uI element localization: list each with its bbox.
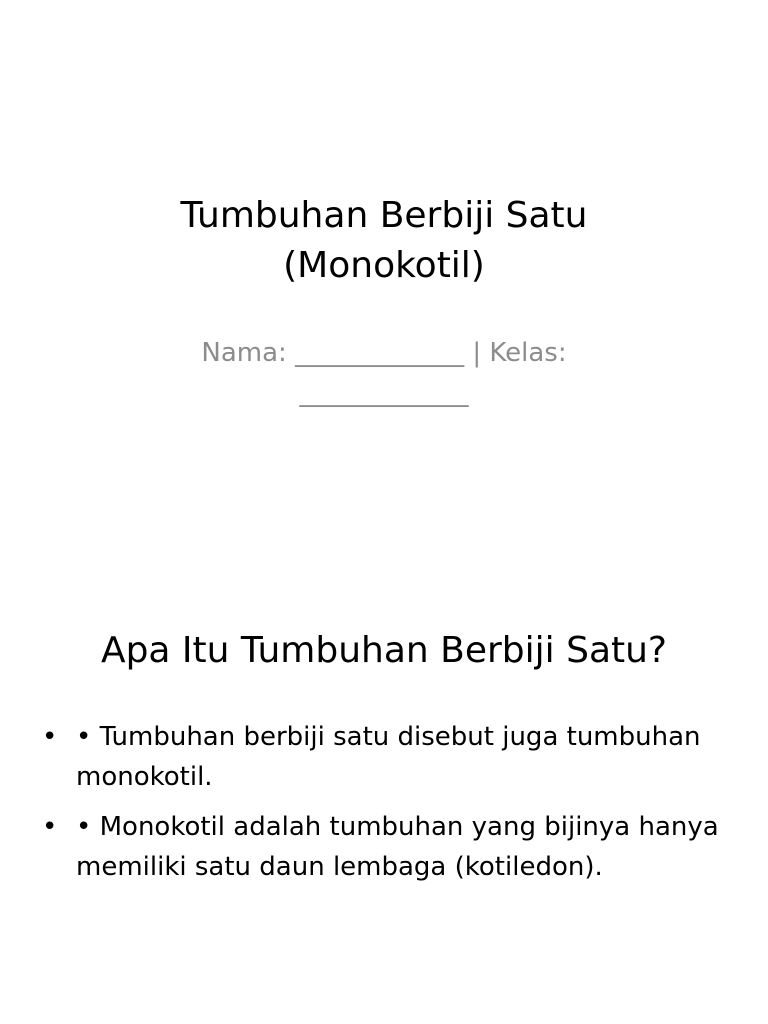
class-blank-line: _____________ [299, 378, 469, 408]
title-line-1: Tumbuhan Berbiji Satu [180, 195, 588, 236]
name-class-line: Nama: _____________ | Kelas: [201, 338, 567, 368]
bullet-item [38, 717, 738, 797]
bullet-text: • Tumbuhan berbiji satu disebut juga tumbuhan monokotil. [76, 722, 701, 792]
bullet-marker: • [42, 722, 58, 752]
bullet-marker: • [42, 812, 58, 842]
content-slide [0, 512, 768, 1024]
bullet-list [38, 717, 738, 897]
slide-heading: Apa Itu Tumbuhan Berbiji Satu? [100, 630, 668, 671]
title-line-2: (Monokotil) [283, 245, 485, 286]
slide-subtitle [100, 333, 668, 413]
slide-title [60, 191, 708, 291]
bullet-item [38, 807, 738, 887]
bullet-text: • Monokotil adalah tumbuhan yang bijinya hanya memiliki satu daun lembaga (kotiledon). [76, 812, 719, 882]
